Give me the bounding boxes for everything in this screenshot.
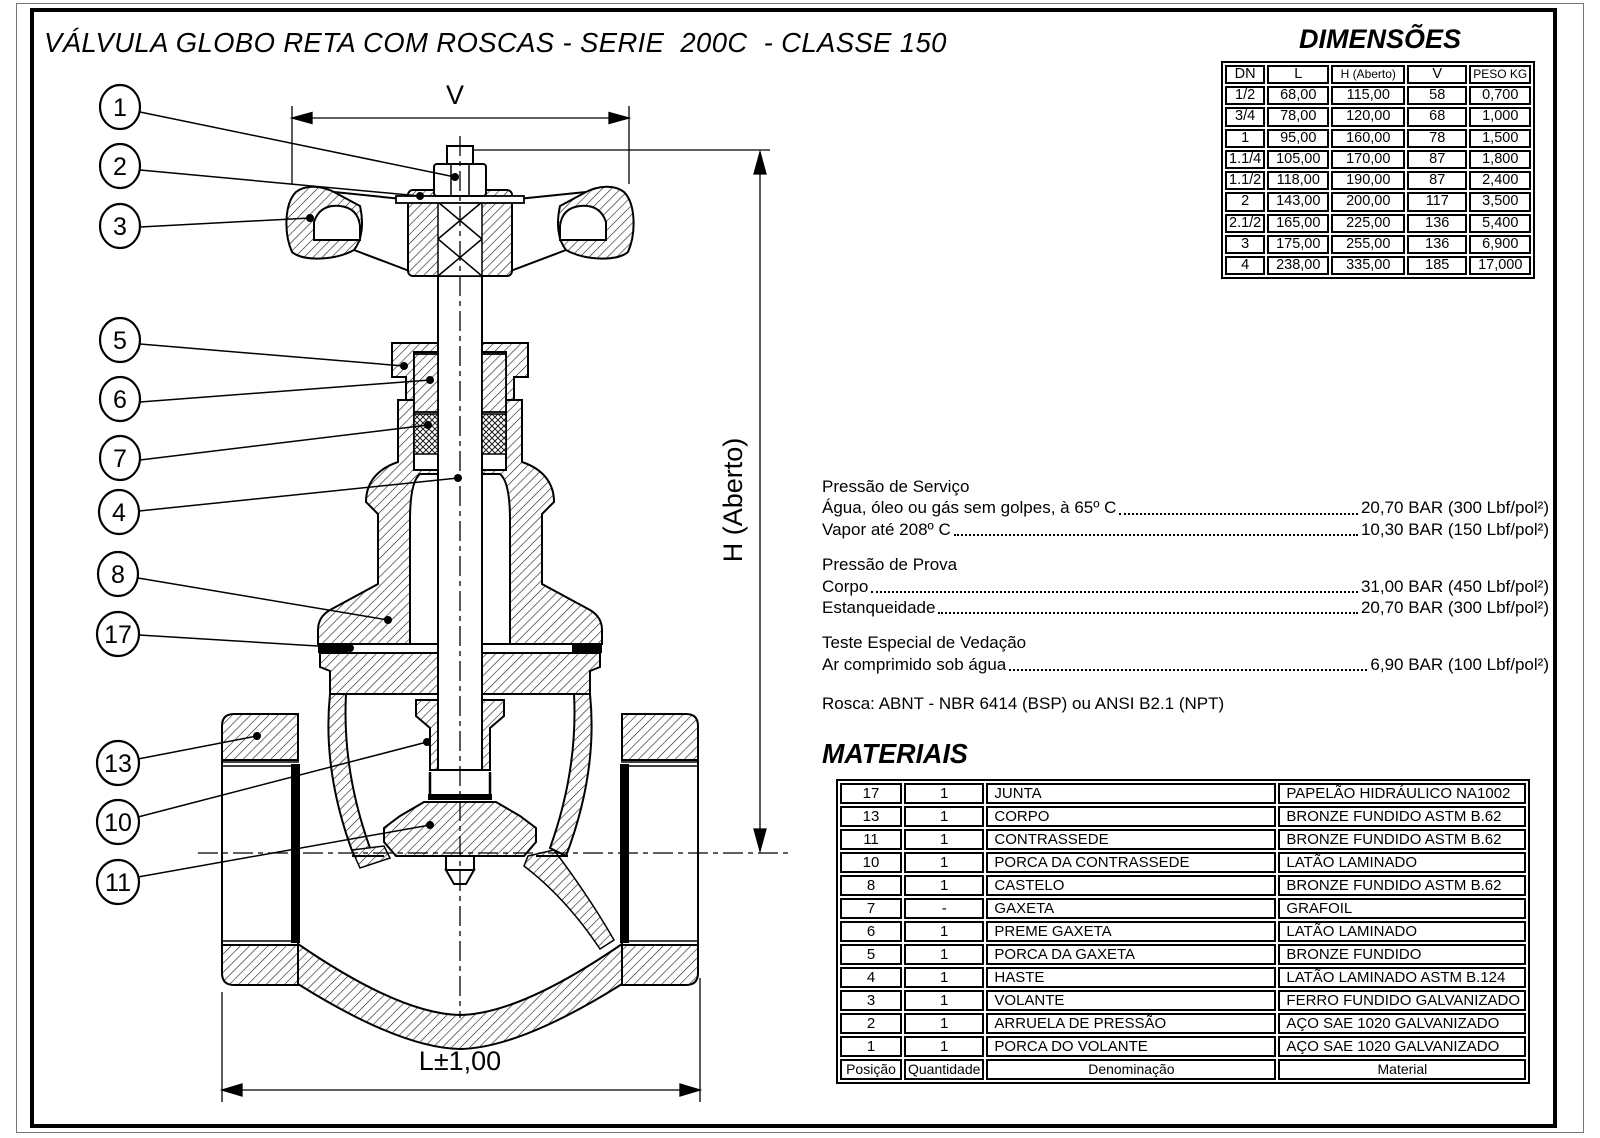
arrowhead	[680, 1084, 700, 1096]
mat-cell: 1	[904, 944, 984, 965]
table-header-row	[1225, 65, 1531, 84]
note-label: Estanqueidade	[822, 598, 936, 618]
dim-cell: 58	[1407, 86, 1467, 105]
dim-cell: 143,00	[1267, 192, 1329, 211]
dim-cell: 68,00	[1267, 86, 1329, 105]
dim-cell: 1/2	[1225, 86, 1265, 105]
technical-notes	[822, 476, 1549, 715]
mat-cell: 6	[840, 921, 902, 942]
mat-cell: JUNTA	[986, 783, 1276, 804]
dim-cell: 6,900	[1469, 235, 1531, 254]
table-footer-row	[840, 1059, 1526, 1080]
dim-cell: 238,00	[1267, 256, 1329, 275]
dim-cell: 3/4	[1225, 107, 1265, 126]
porca-contrassede-right	[482, 700, 504, 770]
note-line	[822, 576, 1549, 597]
dim-cell: 68	[1407, 107, 1467, 126]
table-row	[840, 944, 1526, 965]
note-label: Corpo	[822, 576, 869, 596]
mat-cell: HASTE	[986, 967, 1276, 988]
leader-dot	[455, 475, 462, 482]
note-value: 31,00 BAR (450 Lbf/pol²)	[1360, 576, 1549, 596]
dim-cell: 1,000	[1469, 107, 1531, 126]
mat-cell: 1	[840, 1036, 902, 1057]
dim-h-label: H (Aberto)	[718, 437, 748, 563]
mat-cell: 1	[904, 783, 984, 804]
dim-cell: 4	[1225, 256, 1265, 275]
note-label: Vapor até 208º C	[822, 519, 951, 539]
table-row	[840, 1013, 1526, 1034]
handwheel-left-hole	[314, 206, 360, 240]
note-value: 20,70 BAR (300 Lbf/pol²)	[1360, 598, 1549, 618]
mat-cell: 1	[904, 1013, 984, 1034]
mat-cell: CASTELO	[986, 875, 1276, 896]
mat-cell: 1	[904, 829, 984, 850]
callout-10-number: 10	[104, 809, 132, 837]
mat-cell: 1	[904, 875, 984, 896]
page-title: VÁLVULA GLOBO RETA COM ROSCAS - SERIE 200C - CLASSE 150	[44, 27, 947, 58]
dim-cell: 185	[1407, 256, 1467, 275]
callout-2	[100, 144, 424, 200]
table-row	[840, 852, 1526, 873]
note-line	[822, 597, 1549, 618]
handwheel-right-hole	[560, 206, 606, 240]
mat-footer-cell: Material	[1278, 1059, 1526, 1080]
dim-cell: 5,400	[1469, 214, 1531, 233]
table-row	[1225, 150, 1531, 169]
dotted-leader	[938, 612, 1358, 614]
note-label: Água, óleo ou gás sem golpes, à 65º C	[822, 498, 1117, 518]
mat-cell: 13	[840, 806, 902, 827]
dim-cell: 17,000	[1469, 256, 1531, 275]
callout-17-number: 17	[104, 621, 132, 649]
mat-cell: AÇO SAE 1020 GALVANIZADO	[1278, 1036, 1526, 1057]
callout-8-number: 8	[111, 561, 125, 589]
callout-17	[97, 612, 354, 656]
mat-cell: CONTRASSEDE	[986, 829, 1276, 850]
callout-2-number: 2	[113, 153, 127, 181]
mat-cell: 1	[904, 990, 984, 1011]
leader-dot	[427, 377, 434, 384]
mat-cell: 4	[840, 967, 902, 988]
body-right-wall	[550, 694, 592, 856]
mat-cell: 17	[840, 783, 902, 804]
dim-v-label: V	[445, 80, 465, 110]
dim-cell: 3	[1225, 235, 1265, 254]
table-row	[840, 990, 1526, 1011]
table-row	[1225, 171, 1531, 190]
table-row	[840, 921, 1526, 942]
mat-cell: 5	[840, 944, 902, 965]
table-row	[1225, 214, 1531, 233]
dim-cell: 255,00	[1331, 235, 1405, 254]
mat-footer-cell: Denominação	[986, 1059, 1276, 1080]
mat-cell: 11	[840, 829, 902, 850]
table-row	[1225, 107, 1531, 126]
note-section-heading: Pressão de Serviço	[822, 477, 970, 496]
mat-cell: CORPO	[986, 806, 1276, 827]
callout-1	[100, 85, 459, 181]
mat-cell: GAXETA	[986, 898, 1276, 919]
callout-8	[98, 552, 392, 624]
table-row	[840, 898, 1526, 919]
note-label: Ar comprimido sob água	[822, 654, 1007, 674]
body-seat-channel-right	[524, 850, 614, 949]
callout-5-number: 5	[113, 327, 127, 355]
dim-cell: 1	[1225, 129, 1265, 148]
mat-cell: PORCA DO VOLANTE	[986, 1036, 1276, 1057]
mat-cell: LATÃO LAMINADO	[1278, 852, 1526, 873]
mat-cell: AÇO SAE 1020 GALVANIZADO	[1278, 1013, 1526, 1034]
leader-dot	[427, 822, 434, 829]
leader-dot	[254, 733, 261, 740]
note-section-heading: Teste Especial de Vedação	[822, 633, 1027, 653]
callout-4-number: 4	[112, 499, 126, 527]
dotted-leader	[1009, 669, 1367, 671]
dim-header-cell: PESO KG	[1469, 65, 1531, 84]
table-row	[840, 806, 1526, 827]
dim-cell: 165,00	[1267, 214, 1329, 233]
materials-table-title: MATERIAIS	[822, 738, 968, 769]
left-port-bottom-wall	[222, 945, 298, 985]
dim-cell: 78,00	[1267, 107, 1329, 126]
dim-header-cell: L	[1267, 65, 1329, 84]
mat-footer-cell: Posição	[840, 1059, 902, 1080]
mat-cell: 1	[904, 1036, 984, 1057]
arrowhead	[222, 1084, 242, 1096]
dim-cell: 175,00	[1267, 235, 1329, 254]
note-line	[822, 519, 1549, 540]
mat-cell: 7	[840, 898, 902, 919]
table-row	[840, 1036, 1526, 1057]
note-value: 20,70 BAR (300 Lbf/pol²)	[1360, 498, 1549, 518]
arrowhead	[754, 152, 766, 174]
dim-cell: 115,00	[1331, 86, 1405, 105]
table-row	[840, 967, 1526, 988]
mat-cell: BRONZE FUNDIDO ASTM B.62	[1278, 829, 1526, 850]
callout-6	[100, 377, 434, 422]
dim-cell: 1.1/4	[1225, 150, 1265, 169]
dim-cell: 200,00	[1331, 192, 1405, 211]
dim-cell: 105,00	[1267, 150, 1329, 169]
dim-cell: 1,800	[1469, 150, 1531, 169]
mat-cell: PORCA DA GAXETA	[986, 944, 1276, 965]
dim-l-label: L±1,00	[418, 1046, 502, 1076]
dim-cell: 1,500	[1469, 129, 1531, 148]
mat-cell: PAPELÃO HIDRÁULICO NA1002	[1278, 783, 1526, 804]
mat-cell: 1	[904, 967, 984, 988]
dimensions-table-title: DIMENSÕES	[1298, 24, 1462, 54]
note-line	[822, 654, 1549, 675]
dim-cell: 87	[1407, 150, 1467, 169]
mat-cell: BRONZE FUNDIDO ASTM B.62	[1278, 806, 1526, 827]
callout-3-number: 3	[113, 213, 127, 241]
leader-dot	[452, 174, 459, 181]
dim-cell: 136	[1407, 214, 1467, 233]
mat-cell: 3	[840, 990, 902, 1011]
mat-cell: 8	[840, 875, 902, 896]
dim-cell: 117	[1407, 192, 1467, 211]
callout-13-number: 13	[104, 750, 132, 778]
dim-header-cell: DN	[1225, 65, 1265, 84]
mat-cell: ARRUELA DE PRESSÃO	[986, 1013, 1276, 1034]
note-value: 10,30 BAR (150 Lbf/pol²)	[1360, 519, 1549, 539]
dim-cell: 2,400	[1469, 171, 1531, 190]
right-port-top-wall	[622, 714, 698, 760]
mat-footer-cell: Quantidade	[904, 1059, 984, 1080]
dim-cell: 225,00	[1331, 214, 1405, 233]
callout-11-number: 11	[105, 869, 131, 897]
dotted-leader	[954, 534, 1358, 536]
porca-contrassede	[416, 700, 438, 770]
mat-cell: LATÃO LAMINADO ASTM B.124	[1278, 967, 1526, 988]
dim-cell: 335,00	[1331, 256, 1405, 275]
mat-cell: 2	[840, 1013, 902, 1034]
mat-cell: LATÃO LAMINADO	[1278, 921, 1526, 942]
dim-cell: 2.1/2	[1225, 214, 1265, 233]
dim-cell: 3,500	[1469, 192, 1531, 211]
dim-cell: 0,700	[1469, 86, 1531, 105]
mat-cell: BRONZE FUNDIDO ASTM B.62	[1278, 875, 1526, 896]
mat-cell: PREME GAXETA	[986, 921, 1276, 942]
table-row	[1225, 86, 1531, 105]
dim-cell: 120,00	[1331, 107, 1405, 126]
leader-dot	[425, 422, 432, 429]
leader-dot	[347, 645, 354, 652]
mat-cell: 1	[904, 806, 984, 827]
leader-dot	[401, 363, 408, 370]
dim-cell: 2	[1225, 192, 1265, 211]
materials-table	[836, 779, 1530, 1084]
table-row	[1225, 129, 1531, 148]
table-row	[840, 829, 1526, 850]
dimensions-table	[1221, 61, 1535, 279]
callout-11	[97, 822, 434, 905]
dim-header-cell: V	[1407, 65, 1467, 84]
mat-cell: -	[904, 898, 984, 919]
table-row	[1225, 192, 1531, 211]
arrowhead	[609, 113, 629, 124]
callout-1-number: 1	[113, 94, 127, 122]
callout-5	[100, 318, 408, 370]
dotted-leader	[1119, 513, 1357, 515]
dim-cell: 95,00	[1267, 129, 1329, 148]
dim-cell: 78	[1407, 129, 1467, 148]
leader-dot	[417, 193, 424, 200]
leader-dot	[424, 739, 431, 746]
dim-cell: 87	[1407, 171, 1467, 190]
callout-7-number: 7	[113, 445, 127, 473]
dim-cell: 136	[1407, 235, 1467, 254]
dim-header-cell: H (Aberto)	[1331, 65, 1405, 84]
table-row	[1225, 256, 1531, 275]
mat-cell: VOLANTE	[986, 990, 1276, 1011]
thread-standard-note: Rosca: ABNT - NBR 6414 (BSP) ou ANSI B2.1 (NPT)	[822, 694, 1225, 714]
mat-cell: 10	[840, 852, 902, 873]
mat-cell: 1	[904, 921, 984, 942]
dim-cell: 170,00	[1331, 150, 1405, 169]
mat-cell: FERRO FUNDIDO GALVANIZADO	[1278, 990, 1526, 1011]
leader-dot	[307, 215, 314, 222]
mat-cell: 1	[904, 852, 984, 873]
note-value: 6,90 BAR (100 Lbf/pol²)	[1370, 654, 1549, 674]
dotted-leader	[871, 591, 1358, 593]
leader-dot	[385, 617, 392, 624]
mat-cell: GRAFOIL	[1278, 898, 1526, 919]
mat-cell: BRONZE FUNDIDO	[1278, 944, 1526, 965]
table-row	[840, 783, 1526, 804]
table-row	[840, 875, 1526, 896]
callout-3	[100, 204, 314, 248]
dim-cell: 190,00	[1331, 171, 1405, 190]
arrowhead	[754, 829, 766, 851]
mat-cell: PORCA DA CONTRASSEDE	[986, 852, 1276, 873]
note-section-heading: Pressão de Prova	[822, 555, 958, 575]
dim-cell: 160,00	[1331, 129, 1405, 148]
arrowhead	[292, 113, 312, 124]
callout-6-number: 6	[113, 386, 127, 414]
dim-cell: 1.1/2	[1225, 171, 1265, 190]
note-line	[822, 497, 1549, 518]
dim-cell: 118,00	[1267, 171, 1329, 190]
body-left-wall	[328, 694, 370, 856]
right-port-bottom-wall	[622, 945, 698, 985]
table-row	[1225, 235, 1531, 254]
